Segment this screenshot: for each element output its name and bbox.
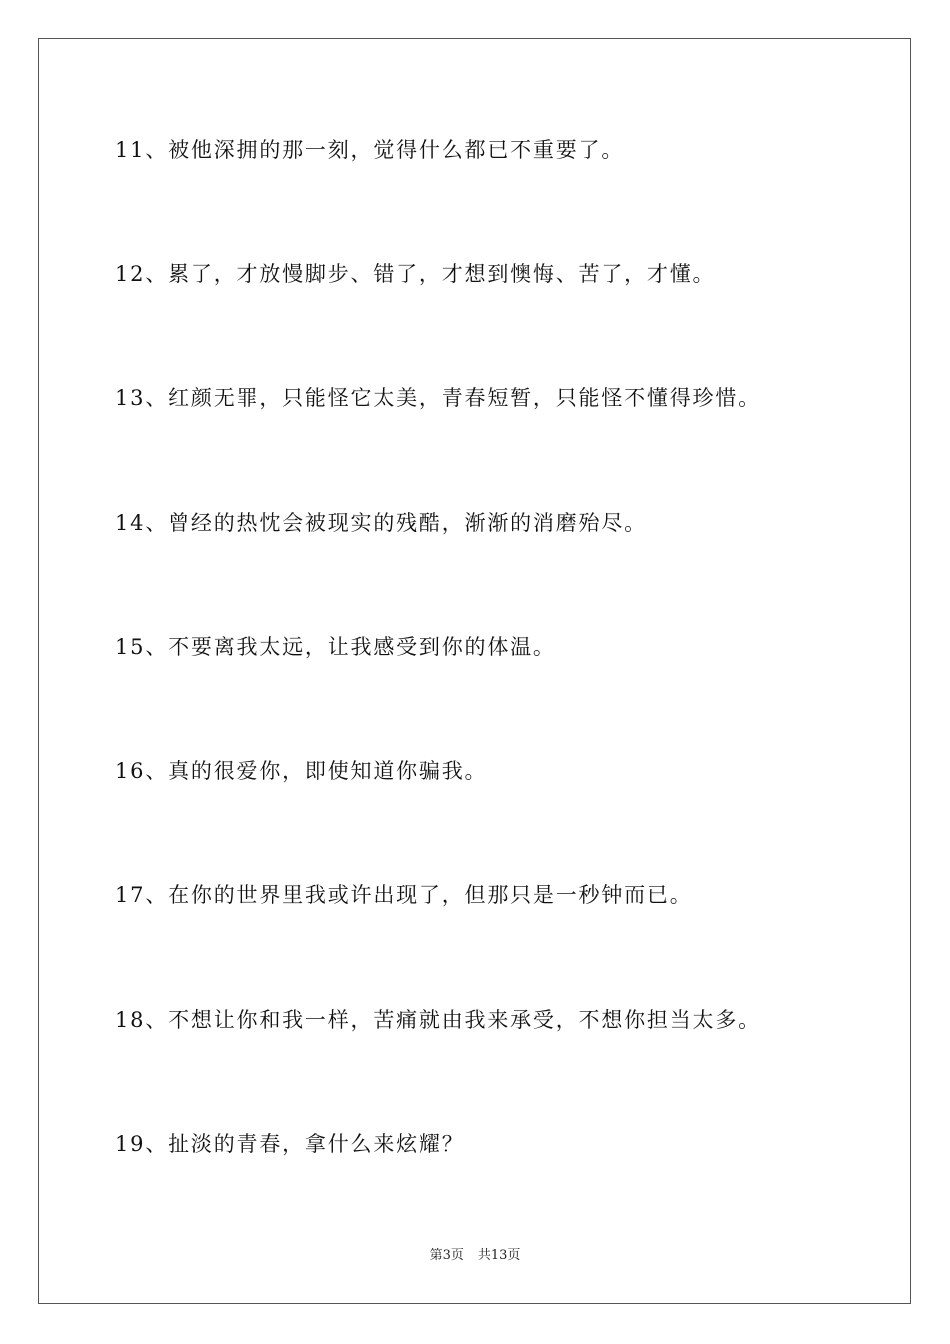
quote-line-13: 13、红颜无罪，只能怪它太美，青春短暂，只能怪不懂得珍惜。 <box>115 386 761 410</box>
page-border <box>38 38 911 1304</box>
quote-line-17: 17、在你的世界里我或许出现了，但那只是一秒钟而已。 <box>115 883 693 907</box>
page-number: 第3页 <box>429 1248 464 1263</box>
quote-line-11: 11、被他深拥的那一刻，觉得什么都已不重要了。 <box>115 138 625 162</box>
total-pages: 共13页 <box>477 1248 521 1263</box>
quote-line-16: 16、真的很爱你，即使知道你骗我。 <box>115 759 488 783</box>
quote-line-18: 18、不想让你和我一样，苦痛就由我来承受，不想你担当太多。 <box>115 1008 761 1032</box>
quote-line-12: 12、累了，才放慢脚步、错了，才想到懊悔、苦了，才懂。 <box>115 262 716 286</box>
quote-line-19: 19、扯淡的青春，拿什么来炫耀？ <box>115 1132 465 1156</box>
page-footer <box>0 1247 950 1265</box>
quote-line-15: 15、不要离我太远，让我感受到你的体温。 <box>115 635 556 659</box>
quote-line-14: 14、曾经的热忱会被现实的残酷，渐渐的消磨殆尽。 <box>115 511 647 535</box>
